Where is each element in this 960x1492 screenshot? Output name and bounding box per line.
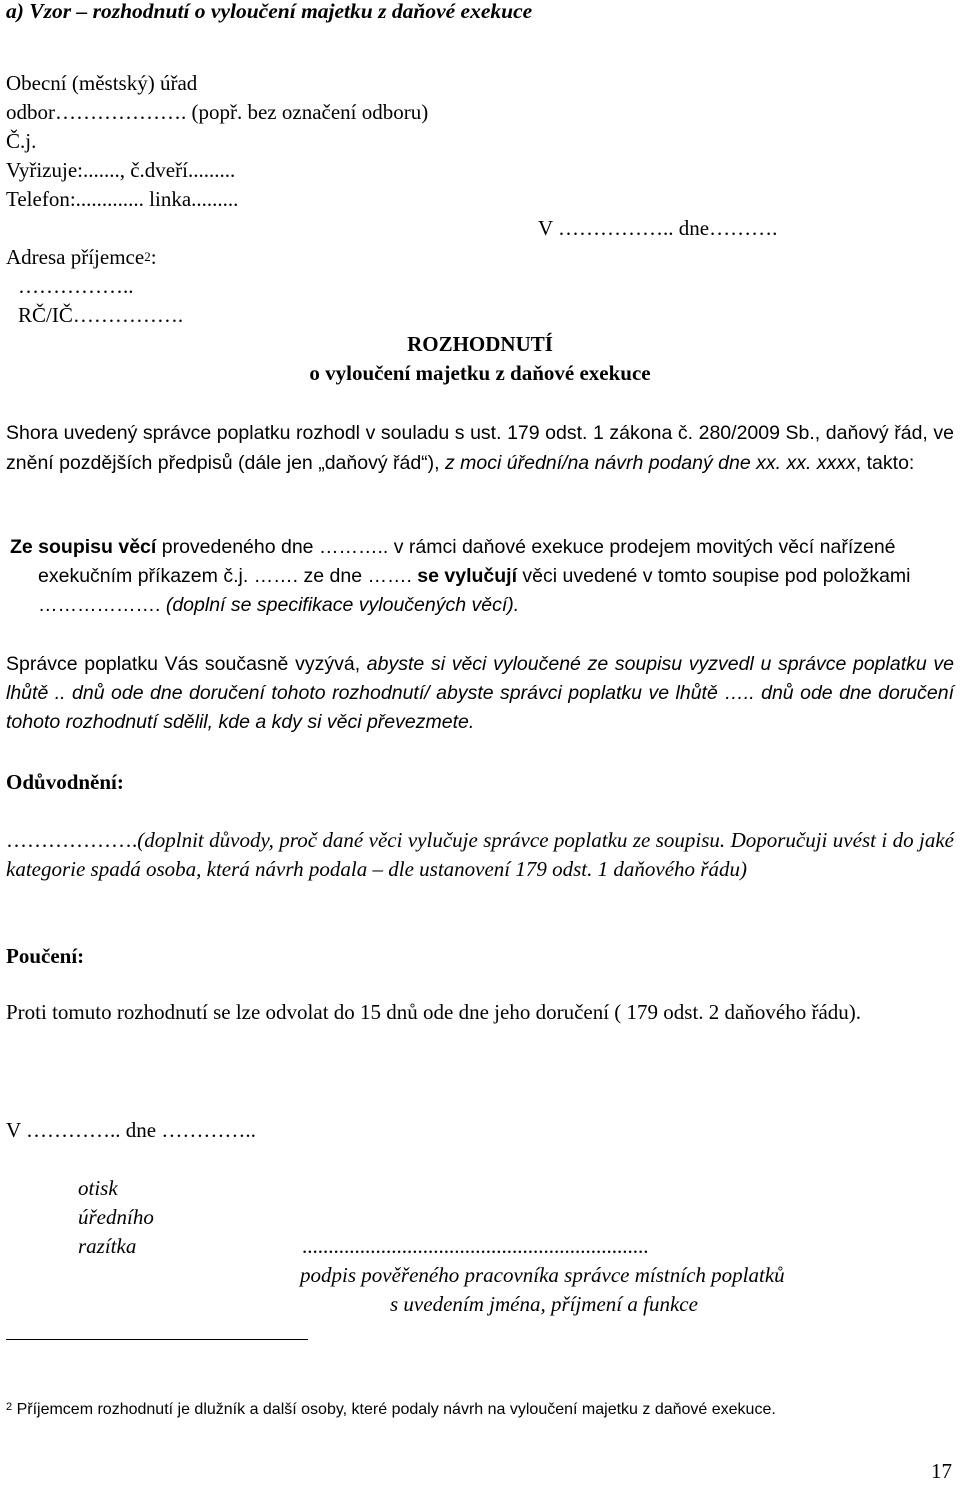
footnote-text: Příjemcem rozhodnutí je dlužník a další osoby, které podaly návrh na vyloučení majetku z daňové exekuce. bbox=[12, 1401, 776, 1418]
stamp-line-2: úředního bbox=[78, 1205, 154, 1229]
call-text: Správce poplatku Vás současně vyzývá, bbox=[6, 653, 367, 675]
footnote-divider bbox=[6, 1339, 308, 1340]
footnote bbox=[6, 1399, 776, 1421]
decision-bold-1: Ze soupisu věcí bbox=[10, 536, 157, 558]
recipient-line: …………….. bbox=[18, 274, 134, 298]
call-paragraph bbox=[6, 650, 954, 737]
reference-number: Č.j. bbox=[6, 129, 37, 153]
place-date-header: V …………….. dne………. bbox=[538, 216, 778, 240]
intro-end: , takto: bbox=[855, 452, 915, 474]
signature-place-date: V ………….. dne ………….. bbox=[6, 1118, 256, 1142]
instruction-paragraph: Proti tomuto rozhodnutí se lze odvolat do 15 dnů ode dne jeho doručení ( 179 odst. 2 daňového řádu). bbox=[6, 1000, 862, 1024]
decision-italic: (doplní se specifikace vyloučených věcí). bbox=[165, 594, 520, 616]
recipient-colon: : bbox=[150, 245, 157, 269]
reasoning-heading: Odůvodnění: bbox=[6, 770, 124, 794]
handled-by: Vyřizuje:......., č.dveří......... bbox=[6, 158, 236, 182]
reasoning-italic: (doplnit důvody, proč dané věci vylučuje správce poplatku ze soupisu. Doporučuji uvést i do jaké kategorie spadá osoba, která návrh podala – dle ustanovení 179 odst. 1 daňového řádu) bbox=[6, 828, 954, 881]
intro-paragraph bbox=[6, 418, 954, 478]
signature-caption-2: s uvedením jména, příjmení a funkce bbox=[390, 1292, 698, 1316]
decision-paragraph bbox=[6, 533, 954, 620]
decision-title: ROZHODNUTÍ bbox=[407, 332, 553, 356]
office-department: odbor………………. (popř. bez označení odboru) bbox=[6, 100, 429, 124]
decision-text-2: věci uvedené v tomto soupise pod položkami ………………. bbox=[38, 565, 911, 616]
signature-dots: .................................................................. bbox=[302, 1234, 649, 1258]
reasoning-paragraph bbox=[6, 826, 954, 884]
stamp-line-1: otisk bbox=[78, 1176, 118, 1200]
stamp-line-3: razítka bbox=[78, 1234, 137, 1258]
phone-line: Telefon:............. linka......... bbox=[6, 187, 239, 211]
instruction-heading: Poučení: bbox=[6, 944, 85, 968]
page-number: 17 bbox=[931, 1459, 952, 1483]
reasoning-dots: ………………. bbox=[6, 828, 138, 852]
office-name: Obecní (městský) úřad bbox=[6, 71, 198, 95]
decision-text-1: provedeného dne ……….. v rámci daňové exekuce prodejem movitých věcí nařízené exekučním příkazem č.j. ……. ze dne ……. bbox=[38, 536, 896, 587]
footnote-number: 2 bbox=[6, 1401, 13, 1413]
document-heading: a) Vzor – rozhodnutí o vyloučení majetku z daňové exekuce bbox=[6, 0, 533, 23]
signature-caption-1: podpis pověřeného pracovníka správce místních poplatků bbox=[300, 1263, 785, 1287]
recipient-address-label bbox=[6, 243, 157, 272]
intro-italic: z moci úřední/na návrh podaný dne xx. xx. xxxx bbox=[445, 452, 856, 474]
intro-text: Shora uvedený správce poplatku rozhodl v souladu s ust. 179 odst. 1 zákona č. 280/2009 Sb., daňový řád, ve znění pozdějších předpisů (dále jen „daňový řád“), bbox=[6, 422, 954, 474]
recipient-label: Adresa příjemce bbox=[6, 245, 145, 269]
call-italic: abyste si věci vyloučené ze soupisu vyzvedl u správce poplatku ve lhůtě .. dnů ode dne doručení tohoto rozhodnutí/ abyste správci poplatku ve lhůtě ….. dnů ode dne doručení tohoto rozhodnutí sdělil, kde a kdy si věci převezmete. bbox=[6, 653, 954, 733]
recipient-id: RČ/IČ……………. bbox=[18, 303, 184, 327]
decision-bold-2: se vylučují bbox=[417, 565, 518, 587]
footnote-ref: 2 bbox=[144, 249, 151, 264]
decision-subtitle: o vyloučení majetku z daňové exekuce bbox=[309, 361, 651, 385]
